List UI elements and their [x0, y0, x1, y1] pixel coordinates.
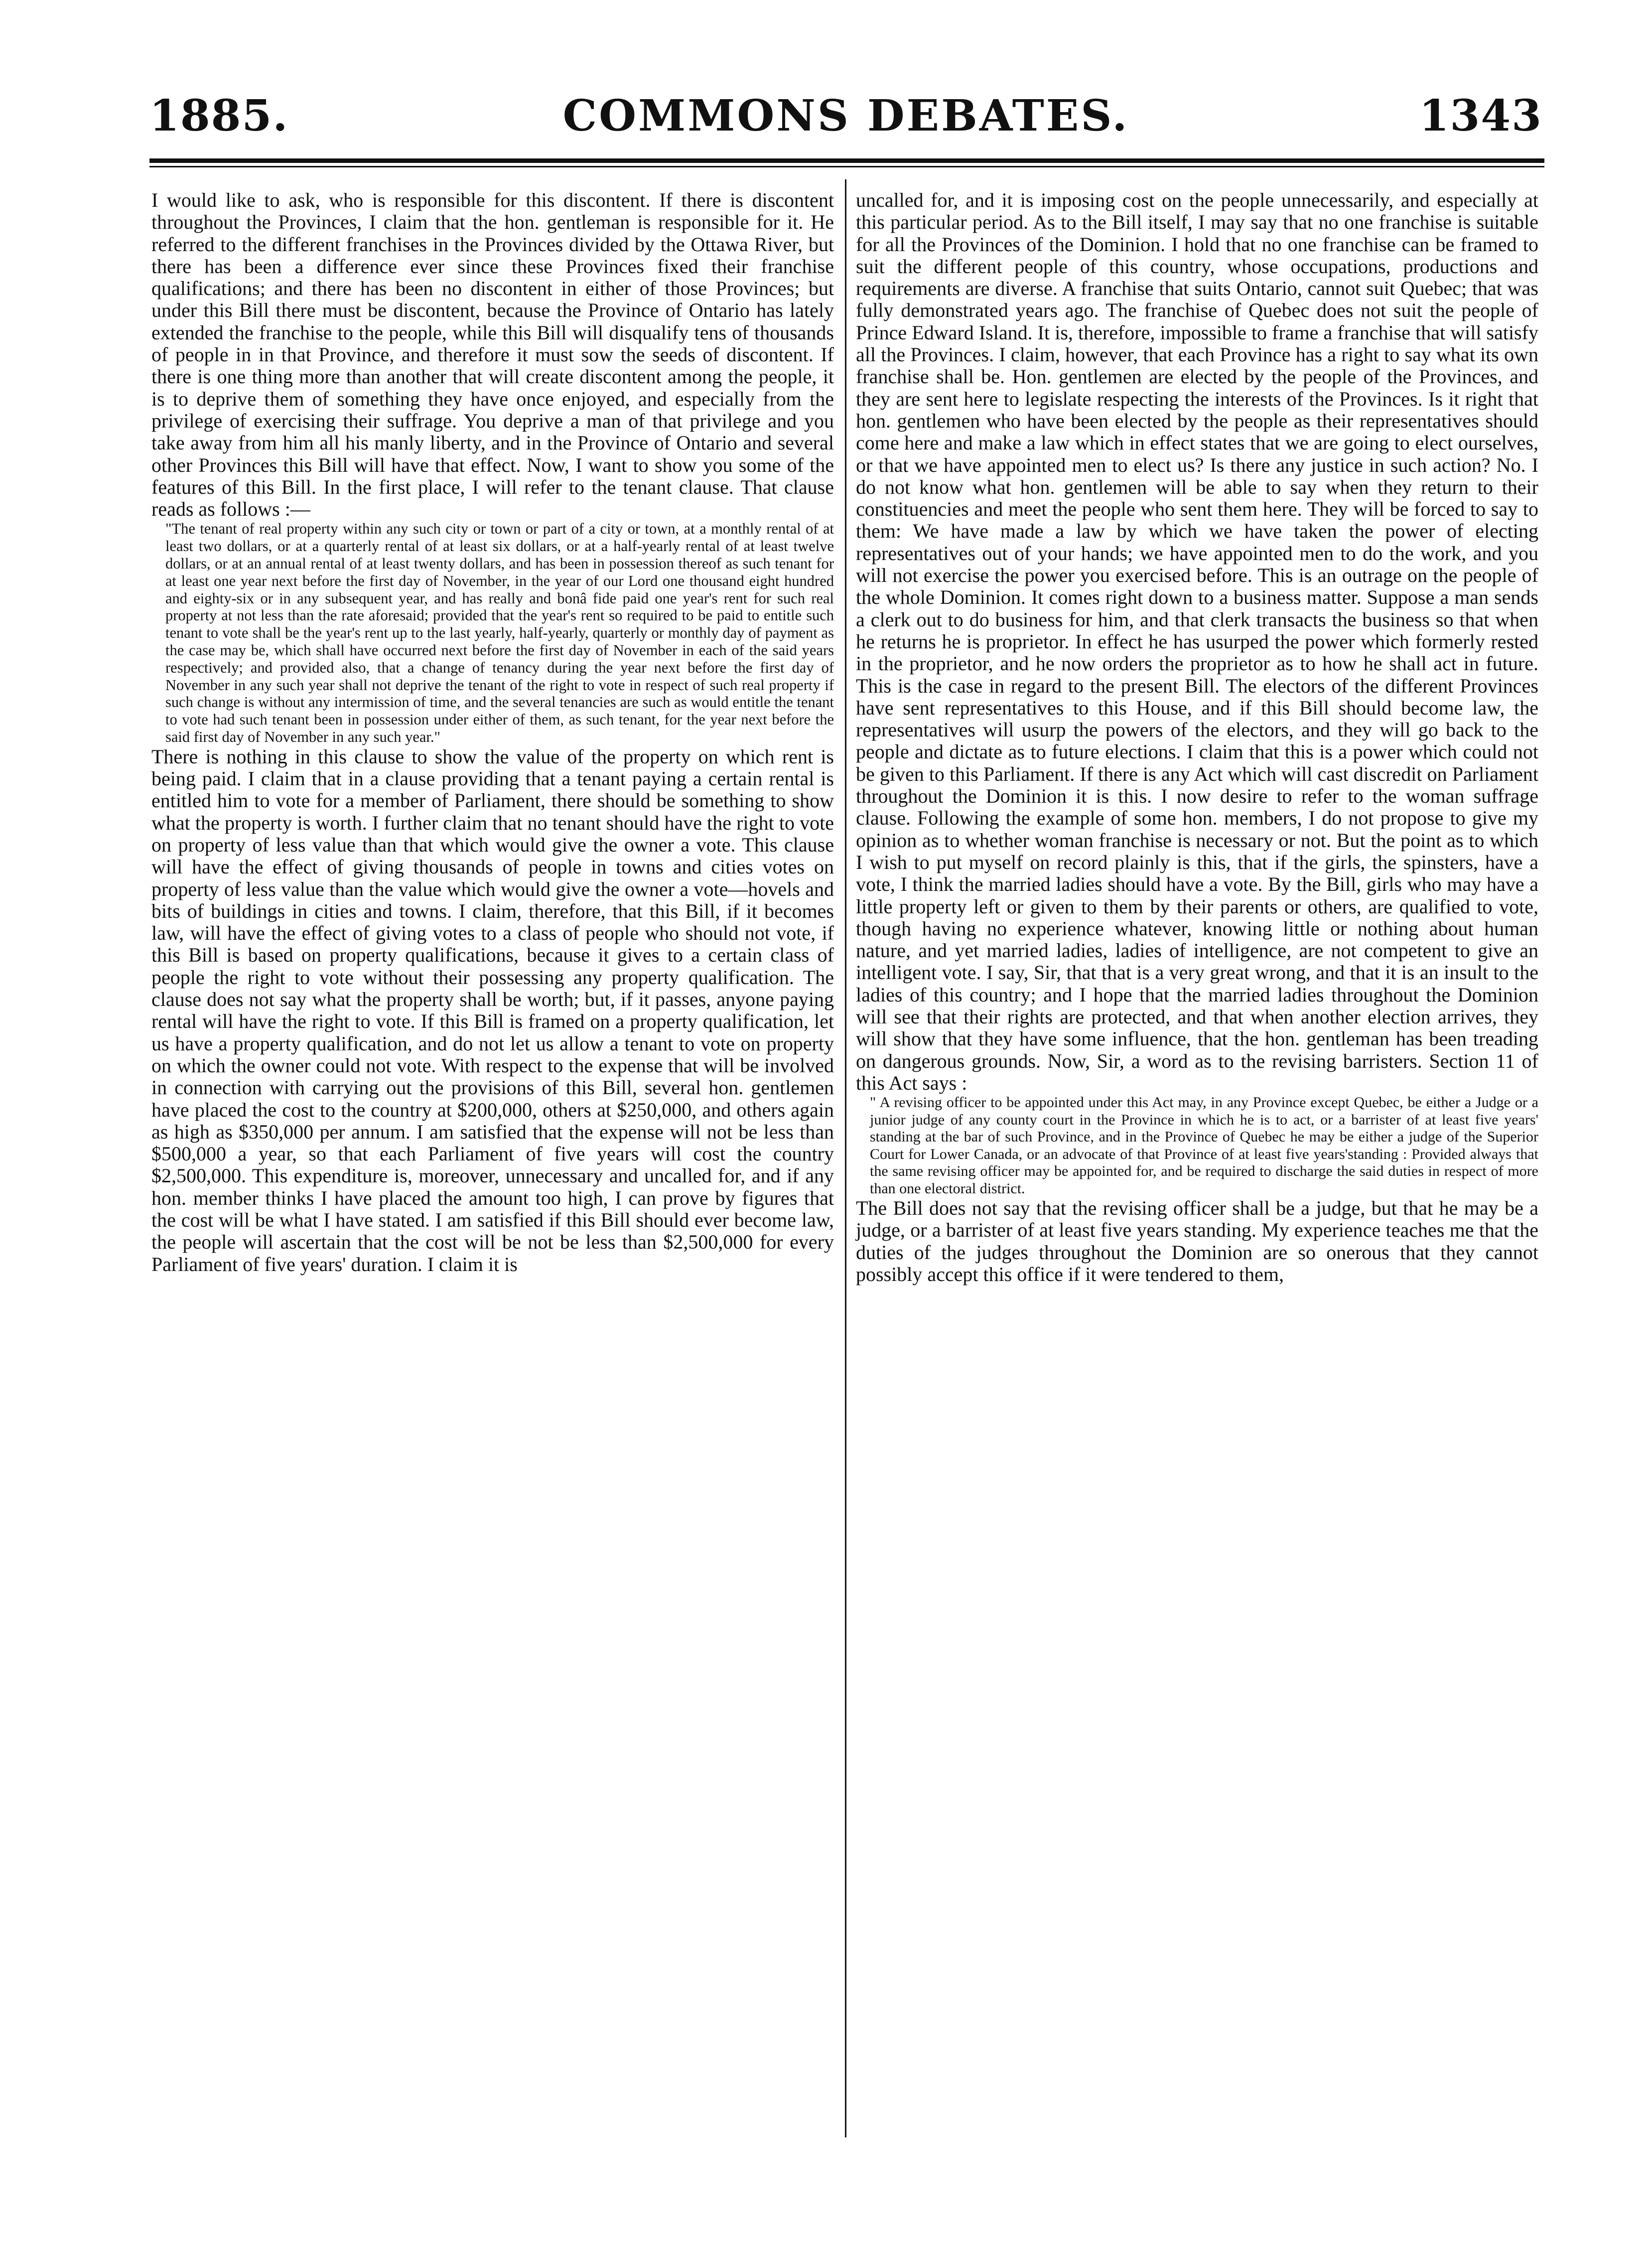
page-header [149, 89, 1542, 143]
right-paragraph-1: uncalled for, and it is imposing cost on the people unnecessarily, and especially at this particular period. As to the Bill itself, I may say that no one franchise is suitable for all the Provinces of the Dominion. I hold that no one franchise can be framed to suit the different people of this country, whose occupations, productions and requirements are diverse. A franchise that suits Ontario, cannot suit Quebec; that was fully demonstrated years ago. The franchise of Quebec does not suit the people of Prince Edward Island. It is, therefore, impossible to frame a franchise that will satisfy all the Provinces. I claim, however, that each Province has a right to say what its own franchise shall be. Hon. gentlemen are elected by the people of the Provinces, and they are sent here to legislate respecting the interests of the Provinces. Is it right that hon. gentlemen who have been elected by the people as their representatives should come here and make a law which in effect states that we are going to elect ourselves, or that we have appointed men to elect us? Is there any justice in such action? No. I do not know what hon. gentlemen will be able to say when they return to their constituencies and meet the people who sent them here. They will be forced to say to them: We have made a law by which we have taken the power of electing representatives out of your hands; we have appointed men to do the work, and you will not exercise the power you exercised before. This is an outrage on the people of the whole Dominion. It comes right down to a business matter. Suppose a man sends a clerk out to do business for him, and that clerk transacts the business so that when he returns he is proprietor. In effect he has usurped the power which formerly rested in the proprietor, and he now orders the proprietor as to how he shall act in future. This is the case in regard to the present Bill. The electors of the different Provinces have sent representatives to this House, and if this Bill should become law, the representatives will usurp the powers of the electors, and they will go back to the people and dictate as to future elections. I claim that this is a power which could not be given to this Parliament. If there is any Act which will cast discredit on Parliament throughout the Dominion it is this. I now desire to refer to the woman suffrage clause. Following the example of some hon. members, I do not propose to give my opinion as to whether woman franchise is necessary or not. But the point as to which I wish to put myself on record plainly is this, that if the girls, the spinsters, have a vote, I think the married ladies should have a vote. By the Bill, girls who may have a little property left or given to them by their parents or others, are qualified to vote, though having no experience whatever, knowing little or nothing about human nature, and yet married ladies, ladies of intelligence, are not competent to give an intelligent vote. I say, Sir, that that is a very great wrong, and that it is an insult to the ladies of this country; and I hope that the married ladies throughout the Dominion will see that their rights are protected, and that when another election arrives, they will show that they have some influence, that the hon. gentleman has been treading on dangerous grounds. Now, Sir, a word as to the revising barristers. Section 11 of this Act says : [856, 189, 1538, 1094]
publication-title: COMMONS DEBATES. [562, 91, 1129, 141]
header-rule [149, 158, 1544, 163]
right-paragraph-2: The Bill does not say that the revising officer shall be a judge, but that he may be a judge, or a barrister of at least five years standing. My experience teaches me that the duties of the judges throughout the Dominion are so onerous that they cannot possibly accept this office if it were tendered to them, [856, 1197, 1538, 1286]
revising-officer-quote: " A revising officer to be appointed under this Act may, in any Province except Quebec, be either a Judge or a junior judge of any county court in the Province in which he is to act, or a barrister of at least five years' standing at the bar of such Province, and in the Province of Quebec he may be either a judge of the Superior Court for Lower Canada, or an advocate of that Province of at least five years'standing : Provided always that the same revising officer may be appointed for, and be required to discharge the said duties in respect of more than one electoral district. [870, 1094, 1538, 1197]
header-rule-thin [149, 166, 1544, 167]
left-paragraph-2: There is nothing in this clause to show the value of the property on which rent is being paid. I claim that in a clause providing that a tenant paying a certain rental is entitled him to vote for a member of Parliament, there should be something to show what the property is worth. I further claim that no tenant should have the right to vote on property of less value than that which would give the owner a vote. This clause will have the effect of giving thousands of people in towns and cities votes on property of less value than the value which would give the owner a vote—hovels and bits of buildings in cities and towns. I claim, therefore, that this Bill, if it becomes law, will have the effect of giving votes to a class of people who should not vote, if this Bill is based on property qualifications, because it gives to a certain class of people the right to vote without their possessing any property qualification. The clause does not say what the property shall be worth; but, if it passes, anyone paying rental will have the right to vote. If this Bill is framed on a property qualification, let us have a property qualification, and do not let us allow a tenant to vote on property on which the owner could not vote. With respect to the expense that will be involved in connection with carrying out the provisions of this Bill, several hon. gentlemen have placed the cost to the country at $200,000, others at $250,000, and others again as high as $350,000 per annum. I am satisfied that the expense will not be less than $500,000 a year, so that each Parliament of five years will cost the country $2,500,000. This expenditure is, moreover, unnecessary and uncalled for, and if any hon. member thinks I have placed the amount too high, I can prove by figures that the cost will be what I have stated. I am satisfied if this Bill should ever become law, the people will ascertain that the cost will be not be less than $2,500,000 for every Parliament of five years' duration. I claim it is [151, 745, 834, 1275]
right-column [856, 189, 1538, 1285]
tenant-clause-quote: "The tenant of real property within any such city or town or part of a city or town, at a monthly rental of at least two dollars, or at a quarterly rental of at least six dollars, or at a half-yearly rental of at least twelve dollars, or at an annual rental of at least twenty dollars, and has been in possession thereof as such tenant for at least one year next before the first day of November, in the year of our Lord one thousand eight hundred and eighty-six or in any subsequent year, and has really and bonâ fide paid one year's rent for such real property at not less than the rate aforesaid; provided that the year's rent so required to be paid to entitle such tenant to vote shall be the year's rent up to the last yearly, half-yearly, quarterly or monthly day of payment as the case may be, which shall have occurred next before the first day of November in each of the said years respectively; and provided also, that a change of tenancy during the year next before the first day of November in any such year shall not deprive the tenant of the right to vote in respect of such real property if such change is without any intermission of time, and the several tenancies are such as would entitle the tenant to vote had such tenant been in possession under either of them, as such tenant, for the year next before the said first day of November in any such year." [165, 520, 834, 746]
left-paragraph-1: I would like to ask, who is responsible for this discontent. If there is discontent throughout the Provinces, I claim that the hon. gentleman is responsible for it. He referred to the different franchises in the Provinces divided by the Ottawa River, but there has been a difference ever since these Provinces fixed their franchise qualifications; and there has been no discontent in either of those Provinces; but under this Bill there must be discontent, because the Province of Ontario has lately extended the franchise to the people, while this Bill will disqualify tens of thousands of people in in that Province, and therefore it must sow the seeds of discontent. If there is one thing more than another that will create discontent among the people, it is to deprive them of something they have once enjoyed, and especially from the privilege of exercising their suffrage. You deprive a man of that privilege and you take away from him all his manly liberty, and in the Province of Ontario and several other Provinces this Bill will have that effect. Now, I want to show you some of the features of this Bill. In the first place, I will refer to the tenant clause. That clause reads as follows :— [151, 189, 834, 521]
page-number: 1343 [1419, 91, 1542, 141]
header-year: 1885. [149, 91, 289, 141]
left-column [151, 189, 834, 1275]
column-divider [845, 179, 846, 2137]
